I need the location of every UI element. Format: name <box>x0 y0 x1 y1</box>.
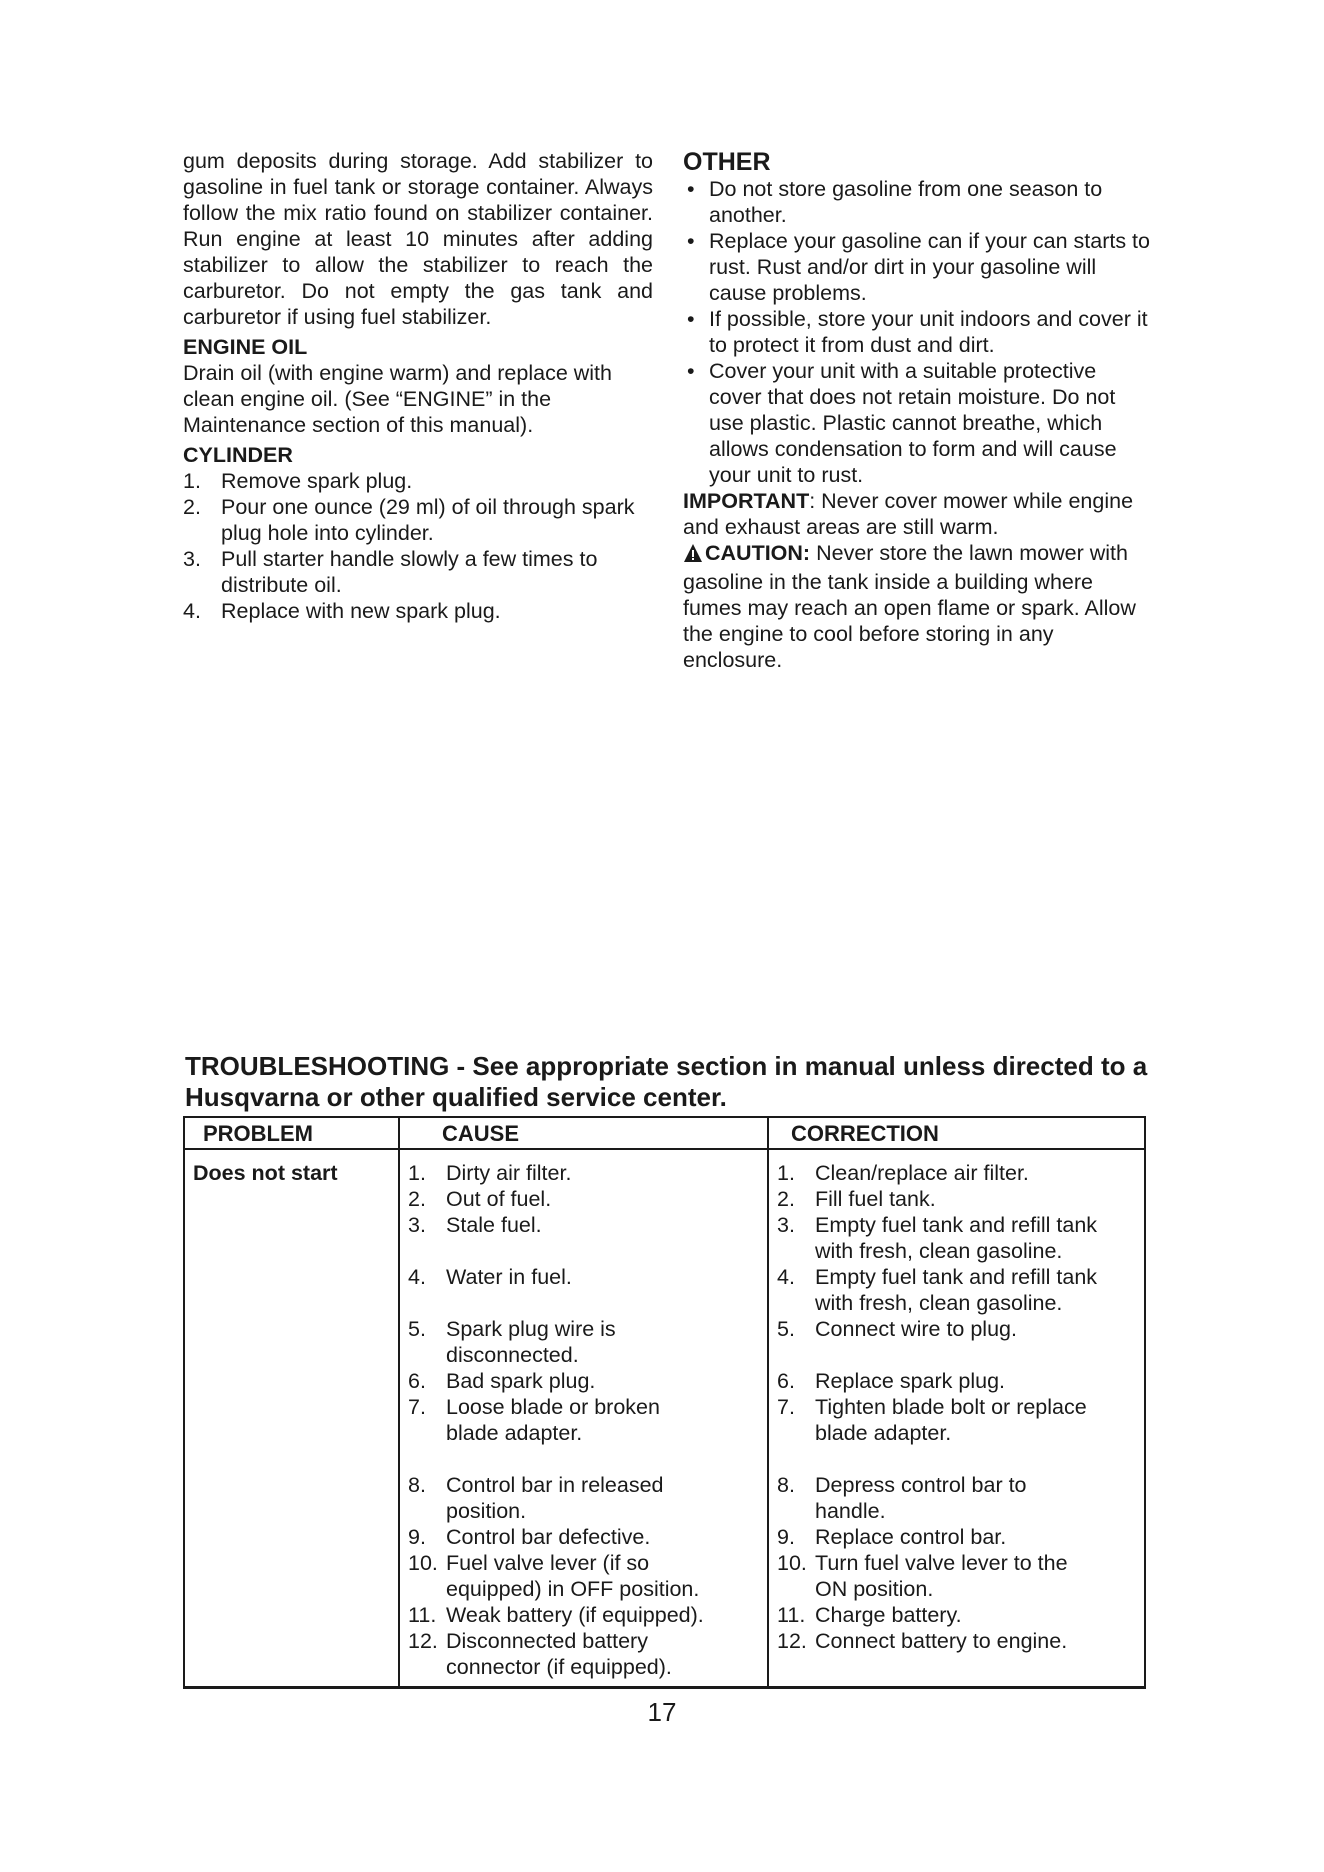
correction-cell <box>768 1149 1145 1688</box>
step-number: 4. <box>183 599 201 623</box>
important-text: : Never cover mower while engine and exhaust areas are still warm. <box>683 489 1134 539</box>
list-item <box>777 1472 1140 1524</box>
spacer <box>408 1238 763 1264</box>
cause-text: Water in fuel. <box>446 1265 572 1289</box>
cylinder-heading: CYLINDER <box>183 443 293 467</box>
correction-text: Depress control bar to handle. <box>815 1473 1027 1523</box>
item-number: 12. <box>408 1629 438 1653</box>
item-number: 6. <box>408 1369 426 1393</box>
step-text: Pour one ounce (29 ml) of oil through spark plug hole into cylinder. <box>221 495 635 545</box>
item-number: 4. <box>408 1265 426 1289</box>
item-number: 12. <box>777 1629 807 1653</box>
other-list <box>683 176 1153 488</box>
bullet-icon: • <box>687 359 695 383</box>
bullet-icon: • <box>687 307 695 331</box>
table-header-row <box>184 1117 1145 1149</box>
warning-triangle-icon <box>683 543 703 569</box>
other-heading: OTHER <box>683 148 771 176</box>
correction-text: Fill fuel tank. <box>815 1187 936 1211</box>
spacer <box>408 1290 763 1316</box>
item-number: 10. <box>408 1551 438 1575</box>
list-item <box>408 1602 763 1628</box>
item-number: 9. <box>777 1525 795 1549</box>
spacer <box>408 1446 763 1472</box>
cause-cell <box>399 1149 768 1688</box>
list-item <box>408 1316 763 1368</box>
item-number: 9. <box>408 1525 426 1549</box>
list-item <box>777 1264 1140 1316</box>
page-number: 17 <box>647 1697 677 1727</box>
step-number: 3. <box>183 547 201 571</box>
item-number: 1. <box>408 1161 426 1185</box>
caution-text: Never store the lawn mower with gasoline in the tank inside a building where fumes may reach an open flame or spark. Allow the engine to cool before storing in any enclosure. <box>683 541 1136 672</box>
item-number: 3. <box>408 1213 426 1237</box>
engine-oil-heading: ENGINE OIL <box>183 335 308 359</box>
list-item <box>408 1524 763 1550</box>
step-text: Remove spark plug. <box>221 469 413 493</box>
cause-text: Bad spark plug. <box>446 1369 596 1393</box>
list-item <box>777 1212 1140 1264</box>
correction-text: Connect wire to plug. <box>815 1317 1017 1341</box>
item-number: 7. <box>777 1395 795 1419</box>
right-column <box>683 148 1153 673</box>
cause-text: Fuel valve lever (if so equipped) in OFF position. <box>446 1551 700 1601</box>
list-item <box>777 1160 1140 1186</box>
cause-text: Control bar in released position. <box>446 1473 664 1523</box>
left-column <box>183 148 653 624</box>
spacer <box>777 1342 1140 1368</box>
bullet-text: Do not store gasoline from one season to another. <box>709 177 1103 227</box>
correction-text: Clean/replace air filter. <box>815 1161 1029 1185</box>
list-item <box>777 1394 1140 1446</box>
problem-cell <box>184 1149 399 1688</box>
item-number: 6. <box>777 1369 795 1393</box>
troubleshooting-title: TROUBLESHOOTING - See appropriate section in manual unless directed to a Husqvarna or other qualified service center. <box>185 1051 1148 1112</box>
cause-text: Disconnected battery connector (if equipped). <box>446 1629 672 1679</box>
cause-text: Out of fuel. <box>446 1187 552 1211</box>
item-number: 2. <box>408 1187 426 1211</box>
bullet-text: Cover your unit with a suitable protective cover that does not retain moisture. Do not use plastic. Plastic cannot breathe, which allows condensation to form and will cause your unit to rust. <box>709 359 1117 487</box>
header-problem: PROBLEM <box>184 1117 399 1149</box>
list-item <box>408 1264 763 1290</box>
list-item <box>683 306 1153 358</box>
list-item <box>408 1472 763 1524</box>
list-item <box>183 598 653 624</box>
list-item <box>777 1524 1140 1550</box>
list-item <box>777 1550 1140 1602</box>
list-item <box>408 1160 763 1186</box>
cause-text: Control bar defective. <box>446 1525 651 1549</box>
table-row <box>184 1149 1145 1688</box>
item-number: 4. <box>777 1265 795 1289</box>
list-item <box>408 1394 763 1446</box>
list-item <box>683 358 1153 488</box>
list-item <box>183 546 653 598</box>
item-number: 11. <box>408 1603 437 1627</box>
important-note <box>683 488 1153 540</box>
bullet-text: Replace your gasoline can if your can starts to rust. Rust and/or dirt in your gasoline will cause problems. <box>709 229 1150 305</box>
caution-note <box>683 540 1153 673</box>
correction-text: Replace spark plug. <box>815 1369 1006 1393</box>
correction-text: Tighten blade bolt or replace blade adapter. <box>815 1395 1087 1445</box>
list-item <box>777 1628 1140 1654</box>
item-number: 7. <box>408 1395 426 1419</box>
list-item <box>777 1602 1140 1628</box>
cause-text: Spark plug wire is disconnected. <box>446 1317 616 1367</box>
step-number: 1. <box>183 469 201 493</box>
header-correction: CORRECTION <box>768 1117 1145 1149</box>
item-number: 2. <box>777 1187 795 1211</box>
list-item <box>777 1368 1140 1394</box>
list-item <box>408 1628 763 1680</box>
item-number: 8. <box>777 1473 795 1497</box>
bullet-text: If possible, store your unit indoors and cover it to protect it from dust and dirt. <box>709 307 1148 357</box>
cause-text: Weak battery (if equipped). <box>446 1603 704 1627</box>
caution-label: CAUTION: <box>705 541 811 565</box>
item-number: 5. <box>408 1317 426 1341</box>
list-item <box>408 1550 763 1602</box>
item-number: 3. <box>777 1213 795 1237</box>
spacer <box>777 1446 1140 1472</box>
troubleshooting-table <box>183 1116 1146 1689</box>
item-number: 11. <box>777 1603 806 1627</box>
list-item <box>183 494 653 546</box>
bullet-icon: • <box>687 177 695 201</box>
list-item <box>777 1186 1140 1212</box>
correction-text: Charge battery. <box>815 1603 962 1627</box>
item-number: 8. <box>408 1473 426 1497</box>
cause-text: Stale fuel. <box>446 1213 542 1237</box>
engine-oil-text: Drain oil (with engine warm) and replace with clean engine oil. (See “ENGINE” in the Maintenance section of this manual). <box>183 361 612 437</box>
correction-text: Replace control bar. <box>815 1525 1007 1549</box>
step-text: Pull starter handle slowly a few times to distribute oil. <box>221 547 598 597</box>
step-number: 2. <box>183 495 201 519</box>
list-item <box>777 1316 1140 1342</box>
step-text: Replace with new spark plug. <box>221 599 501 623</box>
item-number: 1. <box>777 1161 795 1185</box>
list-item <box>408 1212 763 1238</box>
header-cause: CAUSE <box>399 1117 768 1149</box>
list-item <box>683 228 1153 306</box>
list-item <box>408 1186 763 1212</box>
list-item <box>408 1368 763 1394</box>
correction-text: Turn fuel valve lever to the ON position. <box>815 1551 1068 1601</box>
storage-intro-text: gum deposits during storage. Add stabilizer to gasoline in fuel tank or storage container. Always follow the mix ratio found on stabilizer container. Run engine at least 10 minutes after adding stabilizer to allow the stabilizer to reach the carburetor. Do not empty the gas tank and carburetor if using fuel stabilizer. <box>183 149 653 329</box>
cause-text: Dirty air filter. <box>446 1161 572 1185</box>
important-label: IMPORTANT <box>683 489 810 513</box>
list-item <box>183 468 653 494</box>
correction-text: Empty fuel tank and refill tank with fresh, clean gasoline. <box>815 1265 1098 1315</box>
item-number: 10. <box>777 1551 807 1575</box>
item-number: 5. <box>777 1317 795 1341</box>
cause-text: Loose blade or broken blade adapter. <box>446 1395 660 1445</box>
problem-text: Does not start <box>193 1161 338 1185</box>
correction-text: Connect battery to engine. <box>815 1629 1068 1653</box>
list-item <box>683 176 1153 228</box>
bullet-icon: • <box>687 229 695 253</box>
cylinder-steps-list <box>183 468 653 624</box>
correction-text: Empty fuel tank and refill tank with fresh, clean gasoline. <box>815 1213 1098 1263</box>
